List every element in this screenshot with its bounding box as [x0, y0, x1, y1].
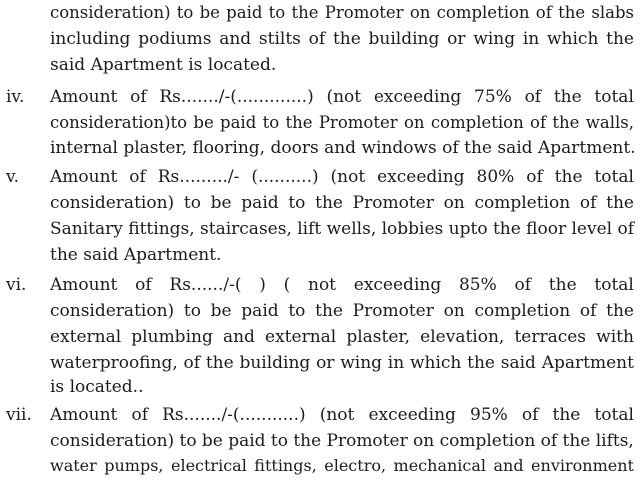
- word: the: [285, 113, 313, 132]
- word: which: [409, 353, 462, 373]
- word: the: [332, 29, 361, 49]
- word: Amount: [50, 405, 118, 425]
- word: exceeding: [373, 87, 462, 107]
- word: waterproofing,: [50, 353, 178, 373]
- word: lift: [297, 219, 322, 239]
- word: fittings,: [254, 456, 317, 475]
- word: completion: [474, 193, 571, 213]
- word: paid: [226, 3, 263, 22]
- word: wing: [340, 353, 383, 373]
- word: of: [308, 29, 326, 49]
- word: building: [368, 29, 440, 49]
- word: pumps,: [104, 456, 164, 475]
- item-numeral: v.: [6, 167, 19, 187]
- word: (not: [326, 87, 362, 107]
- text-line: [50, 166, 634, 188]
- word: plaster,: [346, 327, 411, 347]
- word: completion: [436, 3, 530, 22]
- word: Amount: [50, 167, 118, 187]
- word: of: [514, 275, 532, 295]
- word: Apartment: [541, 353, 634, 373]
- word: in: [522, 29, 540, 49]
- word: of: [530, 113, 547, 132]
- word: (..........): [251, 167, 319, 187]
- word: total: [594, 167, 634, 187]
- word: terraces: [514, 327, 587, 347]
- word: to: [183, 301, 201, 321]
- text-line: [50, 137, 636, 159]
- word: of: [526, 167, 543, 187]
- word: and: [219, 29, 252, 49]
- word: consideration): [50, 193, 175, 213]
- word: of: [131, 405, 148, 425]
- word: completion: [474, 301, 571, 321]
- word: water: [50, 456, 97, 475]
- word: (not: [319, 405, 355, 425]
- word: stilts: [258, 29, 301, 49]
- word: the: [552, 113, 580, 132]
- text-line: [50, 326, 634, 348]
- word: the: [606, 301, 634, 321]
- word: paid: [228, 431, 266, 451]
- word: slabs: [591, 3, 634, 22]
- word: (: [283, 275, 291, 295]
- word: 95%: [470, 405, 508, 425]
- word: total: [594, 405, 634, 425]
- word: to: [179, 431, 197, 451]
- word: said: [500, 353, 536, 373]
- text-line: [50, 28, 634, 50]
- item-numeral: vi.: [6, 275, 27, 295]
- word: exceeding: [368, 405, 456, 425]
- word: in: [387, 353, 405, 373]
- word: to: [268, 3, 286, 22]
- word: with: [596, 327, 634, 347]
- word: to: [176, 3, 194, 22]
- word: including: [50, 29, 131, 49]
- word: walls,: [585, 113, 634, 132]
- word: which: [546, 29, 599, 49]
- word: building: [239, 353, 311, 373]
- word: of: [183, 353, 201, 373]
- word: consideration): [50, 3, 171, 22]
- word: Promoter: [326, 431, 408, 451]
- word: Amount: [50, 87, 118, 107]
- word: plumbing: [131, 327, 213, 347]
- word: on: [403, 113, 425, 132]
- word: Amount: [50, 275, 118, 295]
- word: upto: [448, 219, 488, 239]
- text-line: [50, 112, 634, 134]
- word: the: [315, 301, 343, 321]
- word: exceeding: [377, 167, 465, 187]
- word: exceeding: [353, 275, 442, 295]
- word: external: [50, 327, 122, 347]
- word: the: [606, 29, 634, 49]
- word: wells,: [326, 219, 377, 239]
- word: not: [308, 275, 337, 295]
- word: Promoter: [318, 113, 398, 132]
- word: or: [447, 29, 466, 49]
- line-text: the said Apartment.: [50, 245, 222, 265]
- word: of: [521, 405, 539, 425]
- word: be: [199, 3, 220, 22]
- word: paid: [241, 301, 279, 321]
- word: the: [562, 431, 591, 451]
- word: podiums: [138, 29, 212, 49]
- word: the: [553, 87, 582, 107]
- text-line: [50, 300, 634, 322]
- word: the: [205, 353, 234, 373]
- word: floor: [526, 219, 567, 239]
- word: on: [443, 301, 465, 321]
- word: and: [493, 456, 524, 475]
- word: Rs........./-: [157, 167, 240, 187]
- word: the: [552, 405, 581, 425]
- word: Promoter: [324, 3, 404, 22]
- word: lobbies: [381, 219, 444, 239]
- word: 80%: [476, 167, 515, 187]
- text-line: [50, 2, 634, 24]
- word: consideration)to: [50, 113, 188, 132]
- word: be: [193, 113, 214, 132]
- word: of: [617, 219, 634, 239]
- word: Rs....../-(: [169, 275, 242, 295]
- text-line: [50, 86, 634, 108]
- word: paid: [220, 113, 257, 132]
- text-line: [50, 274, 634, 296]
- word: electrical: [170, 456, 247, 475]
- word: of: [524, 87, 542, 107]
- line-text: is located..: [50, 377, 144, 397]
- text-line: [50, 218, 634, 240]
- word: completion: [430, 113, 524, 132]
- word: ): [259, 275, 266, 295]
- word: of: [130, 87, 147, 107]
- word: the: [315, 193, 343, 213]
- word: Promoter: [352, 193, 434, 213]
- word: to: [183, 193, 201, 213]
- word: fittings,: [128, 219, 195, 239]
- word: 75%: [474, 87, 512, 107]
- word: 85%: [458, 275, 497, 295]
- text-line: [50, 376, 143, 398]
- word: Sanitary: [50, 219, 123, 239]
- item-numeral: vii.: [6, 405, 32, 425]
- word: paid: [241, 193, 279, 213]
- word: environment: [531, 456, 634, 475]
- word: the: [606, 193, 634, 213]
- word: Rs......./-(.............): [159, 87, 314, 107]
- word: Promoter: [352, 301, 434, 321]
- word: be: [201, 431, 223, 451]
- word: or: [316, 353, 335, 373]
- line-text: said Apartment is located.: [50, 55, 277, 75]
- word: electro,: [324, 456, 387, 475]
- word: of: [540, 431, 558, 451]
- text-line: [50, 244, 221, 266]
- word: the: [492, 219, 521, 239]
- word: to: [288, 301, 306, 321]
- word: the: [558, 3, 586, 22]
- word: external: [265, 327, 337, 347]
- word: and: [222, 327, 255, 347]
- word: completion: [439, 431, 536, 451]
- word: be: [210, 301, 232, 321]
- word: wing: [473, 29, 516, 49]
- word: of: [129, 167, 146, 187]
- text-line: [50, 455, 634, 477]
- word: elevation,: [420, 327, 505, 347]
- word: the: [467, 353, 495, 373]
- word: consideration): [50, 431, 175, 451]
- word: to: [288, 193, 306, 213]
- word: total: [594, 275, 634, 295]
- word: mechanical: [393, 456, 487, 475]
- word: the: [293, 431, 322, 451]
- item-numeral: iv.: [6, 87, 25, 107]
- word: be: [210, 193, 232, 213]
- word: to: [270, 431, 288, 451]
- word: of: [535, 3, 552, 22]
- word: lifts,: [595, 431, 634, 451]
- text-line: [50, 430, 634, 452]
- word: of: [579, 301, 597, 321]
- text-line: [50, 404, 634, 426]
- word: the: [291, 3, 319, 22]
- word: on: [413, 431, 435, 451]
- word: total: [594, 87, 634, 107]
- word: on: [409, 3, 431, 22]
- word: (not: [330, 167, 366, 187]
- word: of: [135, 275, 152, 295]
- word: staircases,: [200, 219, 292, 239]
- line-text: internal plaster, flooring, doors and windows of the said Apartment.: [50, 138, 636, 158]
- word: to: [262, 113, 280, 132]
- word: on: [443, 193, 465, 213]
- word: level: [571, 219, 613, 239]
- text-line: [50, 192, 634, 214]
- word: the: [554, 167, 583, 187]
- text-line: [50, 54, 276, 76]
- text-line: [50, 352, 634, 374]
- word: of: [579, 193, 597, 213]
- word: the: [548, 275, 577, 295]
- word: consideration): [50, 301, 175, 321]
- word: Rs......./-(...........): [162, 405, 306, 425]
